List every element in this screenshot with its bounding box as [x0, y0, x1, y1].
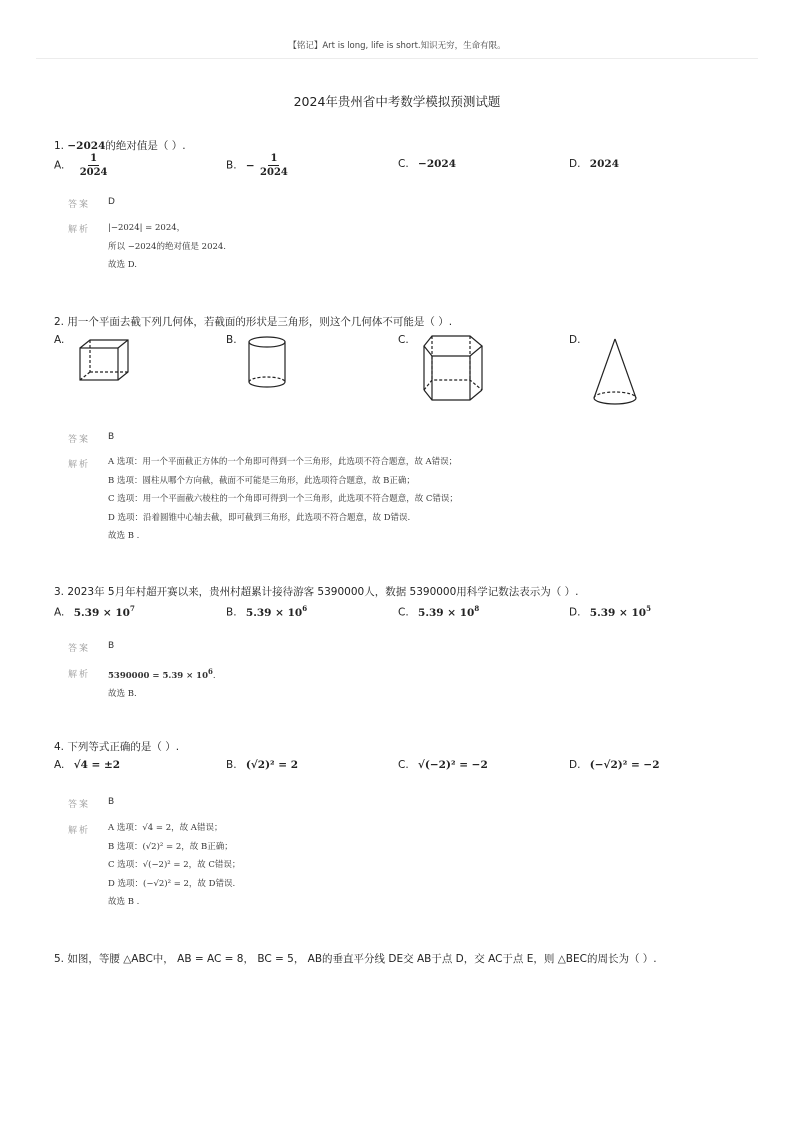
q4-analysis: A 选项：√4 = 2，故 A错误； B 选项：(√2)² = 2，故 B正确； C 选项：√(−2)² = 2，故 C错误； D 选项：(−√2)² = 2，故 D错误. 故选 B . — [108, 823, 241, 907]
q2-option-c-label: C. — [398, 334, 409, 346]
q3-option-a: A. $5.39 \times 10^7$ — [54, 604, 135, 619]
q1-option-c: C. −2024 — [398, 158, 457, 170]
q1-option-a: A. $\frac{1}{2024}$ — [54, 153, 108, 178]
prism-bottom-back — [424, 380, 482, 390]
cone-side — [594, 339, 615, 398]
prism-bottom-front — [424, 390, 482, 400]
q4-option-d: D. (−√2)² = −2 — [569, 759, 660, 771]
cube-hidden-edge — [80, 372, 90, 380]
q2-option-b-label: B. — [226, 334, 237, 346]
cone-base-back — [594, 392, 636, 398]
q4-answer-value: B — [108, 797, 115, 807]
cone-side — [615, 339, 636, 398]
cube-edge — [118, 340, 128, 348]
q1-answer-label: 答案 — [68, 200, 91, 210]
q2-option-a-label: A. — [54, 334, 65, 346]
page-header-motto: 【铭记】Art is long, life is short.知识无穷，生命有限。 — [288, 41, 506, 51]
cone-base-front — [594, 398, 636, 404]
q4-option-c: C. √(−2)² = −2 — [398, 759, 488, 771]
q1-analysis: |−2024| = 2024， 所以 −2024的绝对值是 2024. 故选 D. — [108, 223, 226, 270]
question-5-stem: 5. 如图，等腰 △ABC中， AB = AC = 8， BC = 5， AB的垂直平分线 DE交 AB于点 D，交 AC于点 E，则 △BEC的周长为（ ）. — [54, 953, 657, 965]
prism-top-face — [424, 336, 482, 356]
q3-answer-label: 答案 — [68, 644, 91, 654]
q3-answer-value: B — [108, 641, 115, 651]
q2-answer-label: 答案 — [68, 435, 91, 445]
q1-option-b: B. − $\frac{1}{2024}$ — [226, 153, 288, 178]
q3-analysis: $5390000 = 5.39 \times 10^6$. 故选 B. — [108, 667, 216, 700]
q4-option-a: A. √4 = ±2 — [54, 759, 121, 771]
q4-answer-label: 答案 — [68, 800, 91, 810]
question-4-stem: 4. 下列等式正确的是（ ）. — [54, 741, 180, 753]
document-title: 2024年贵州省中考数学模拟预测试题 — [293, 94, 501, 109]
q1-answer-value: D — [108, 197, 115, 207]
cylinder-figure — [246, 334, 290, 392]
cylinder-bottom-back — [249, 377, 285, 382]
q4-analysis-label: 解析 — [68, 826, 91, 836]
q1-analysis-label: 解析 — [68, 225, 91, 235]
cylinder-top — [249, 337, 285, 347]
fraction: $\frac{1}{2024}$ — [260, 153, 288, 178]
cylinder-bottom-front — [249, 382, 285, 387]
header-divider — [36, 58, 758, 59]
question-3-stem: 3. 2023年 5月年村超开赛以来，贵州村超累计接待游客 5390000人，数据 5390000用科学记数法表示为（ ）. — [54, 586, 579, 598]
hexagonal-prism-figure — [420, 332, 490, 406]
q2-answer-value: B — [108, 432, 115, 442]
cone-figure — [590, 336, 640, 410]
q3-option-b: B. $5.39 \times 10^6$ — [226, 604, 308, 619]
q3-option-c: C. $5.39 \times 10^8$ — [398, 604, 480, 619]
question-1-stem: 1. −2024的绝对值是（ ）. — [54, 140, 186, 152]
q1-option-d: D. 2024 — [569, 158, 620, 170]
q2-analysis-label: 解析 — [68, 460, 91, 470]
question-2-stem: 2. 用一个平面去截下列几何体，若截面的形状是三角形，则这个几何体不可能是（ ）. — [54, 316, 453, 328]
q3-option-d: D. $5.39 \times 10^5$ — [569, 604, 651, 619]
q3-analysis-label: 解析 — [68, 670, 91, 680]
q2-option-d-label: D. — [569, 334, 581, 346]
q4-option-b: B. (√2)² = 2 — [226, 759, 299, 771]
cube-figure — [76, 336, 132, 384]
fraction: $\frac{1}{2024}$ — [79, 153, 108, 178]
q2-analysis: A 选项：用一个平面截正方体的一个角即可得到一个三角形，此选项不符合题意，故 A错误； B 选项：圆柱从哪个方向截，截面不可能是三角形，此选项符合题意，故 B正确； C 选项：用一个平面截六棱柱的一个角即可得到一个三角形，此选项不符合题意，故 C错误； D 选项：沿着圆锥中心轴去截，即可截到三角形，此选项不符合题意，故 D错误. 故选 B . — [108, 457, 458, 541]
